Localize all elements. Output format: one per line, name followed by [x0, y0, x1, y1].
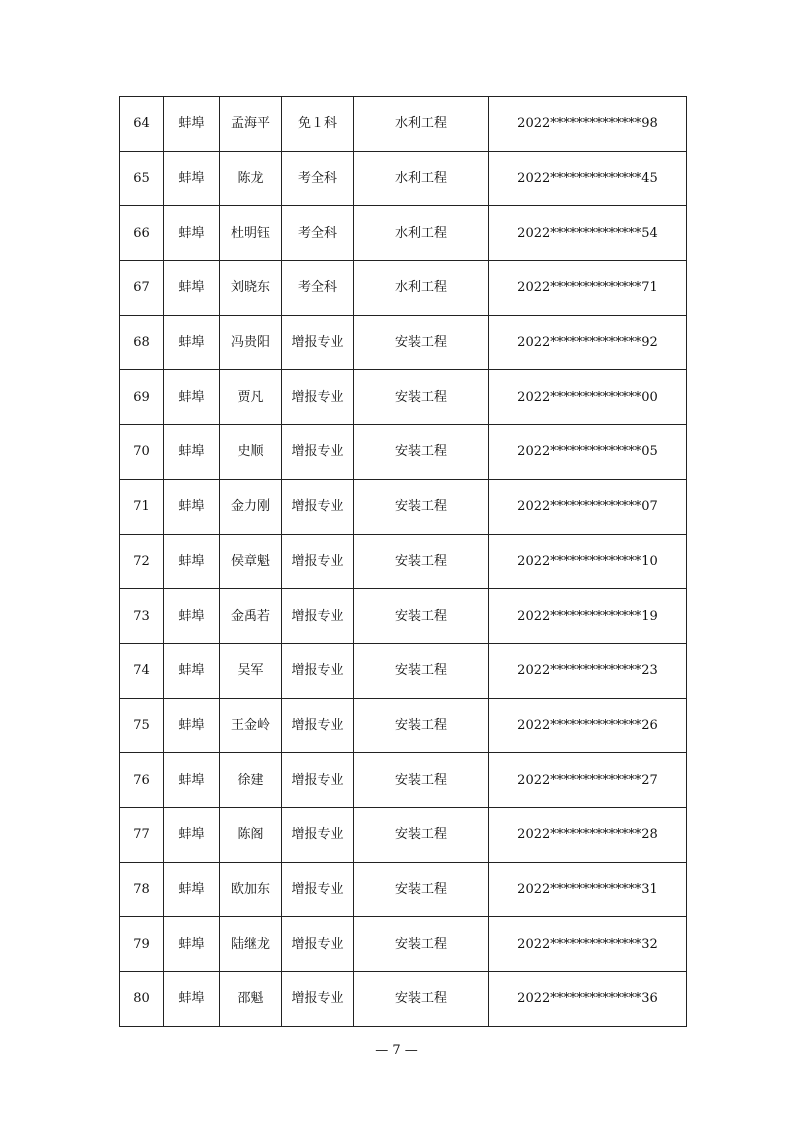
table-row: [120, 917, 687, 972]
cell-exam-type: 增报专业: [282, 643, 354, 698]
table-row: [120, 862, 687, 917]
cell-name: 徐建: [220, 753, 282, 808]
cell-number: 73: [120, 589, 164, 644]
cell-number: 78: [120, 862, 164, 917]
cell-exam-type: 增报专业: [282, 315, 354, 370]
cell-exam-type: 增报专业: [282, 917, 354, 972]
cell-certificate-number: 2022**************45: [489, 151, 687, 206]
table-row: [120, 753, 687, 808]
table-row: [120, 370, 687, 425]
cell-exam-type: 增报专业: [282, 862, 354, 917]
cell-number: 77: [120, 807, 164, 862]
cell-major: 安装工程: [354, 807, 489, 862]
table-row: [120, 206, 687, 261]
cell-number: 66: [120, 206, 164, 261]
table-row: [120, 261, 687, 316]
cell-number: 64: [120, 97, 164, 152]
cell-city: 蚌埠: [164, 698, 220, 753]
cell-name: 吴军: [220, 643, 282, 698]
cell-exam-type: 增报专业: [282, 534, 354, 589]
cell-major: 安装工程: [354, 643, 489, 698]
cell-name: 金力刚: [220, 479, 282, 534]
table-row: [120, 534, 687, 589]
roster-table: [119, 96, 687, 1027]
table-row: [120, 151, 687, 206]
table-row: [120, 698, 687, 753]
cell-number: 69: [120, 370, 164, 425]
table-row: [120, 425, 687, 480]
cell-major: 安装工程: [354, 753, 489, 808]
table-row: [120, 972, 687, 1027]
cell-certificate-number: 2022**************98: [489, 97, 687, 152]
cell-name: 孟海平: [220, 97, 282, 152]
cell-major: 安装工程: [354, 698, 489, 753]
cell-name: 侯章魁: [220, 534, 282, 589]
table-row: [120, 479, 687, 534]
cell-certificate-number: 2022**************36: [489, 972, 687, 1027]
cell-major: 安装工程: [354, 589, 489, 644]
cell-name: 陈龙: [220, 151, 282, 206]
cell-name: 邵魁: [220, 972, 282, 1027]
cell-name: 欧加东: [220, 862, 282, 917]
cell-exam-type: 增报专业: [282, 589, 354, 644]
cell-name: 金禹若: [220, 589, 282, 644]
cell-major: 水利工程: [354, 261, 489, 316]
cell-city: 蚌埠: [164, 862, 220, 917]
cell-exam-type: 增报专业: [282, 370, 354, 425]
cell-major: 安装工程: [354, 534, 489, 589]
page-number: — 7 —: [375, 1043, 418, 1058]
cell-city: 蚌埠: [164, 589, 220, 644]
table-row: [120, 97, 687, 152]
cell-exam-type: 考全科: [282, 206, 354, 261]
cell-city: 蚌埠: [164, 807, 220, 862]
cell-number: 70: [120, 425, 164, 480]
cell-major: 水利工程: [354, 97, 489, 152]
cell-city: 蚌埠: [164, 97, 220, 152]
cell-exam-type: 增报专业: [282, 972, 354, 1027]
table-row: [120, 315, 687, 370]
cell-name: 冯贵阳: [220, 315, 282, 370]
cell-city: 蚌埠: [164, 534, 220, 589]
cell-number: 74: [120, 643, 164, 698]
cell-major: 水利工程: [354, 206, 489, 261]
cell-major: 安装工程: [354, 315, 489, 370]
cell-certificate-number: 2022**************10: [489, 534, 687, 589]
cell-city: 蚌埠: [164, 479, 220, 534]
cell-exam-type: 增报专业: [282, 479, 354, 534]
cell-city: 蚌埠: [164, 917, 220, 972]
cell-certificate-number: 2022**************28: [489, 807, 687, 862]
cell-number: 71: [120, 479, 164, 534]
cell-major: 安装工程: [354, 479, 489, 534]
cell-exam-type: 增报专业: [282, 425, 354, 480]
cell-number: 67: [120, 261, 164, 316]
cell-number: 68: [120, 315, 164, 370]
cell-major: 安装工程: [354, 917, 489, 972]
cell-certificate-number: 2022**************27: [489, 753, 687, 808]
cell-name: 王金岭: [220, 698, 282, 753]
cell-certificate-number: 2022**************31: [489, 862, 687, 917]
cell-name: 贾凡: [220, 370, 282, 425]
cell-city: 蚌埠: [164, 151, 220, 206]
table-row: [120, 643, 687, 698]
cell-name: 杜明钰: [220, 206, 282, 261]
cell-city: 蚌埠: [164, 643, 220, 698]
cell-number: 75: [120, 698, 164, 753]
cell-name: 史顺: [220, 425, 282, 480]
cell-certificate-number: 2022**************92: [489, 315, 687, 370]
cell-number: 72: [120, 534, 164, 589]
cell-city: 蚌埠: [164, 206, 220, 261]
cell-certificate-number: 2022**************71: [489, 261, 687, 316]
cell-exam-type: 免１科: [282, 97, 354, 152]
cell-name: 陈阁: [220, 807, 282, 862]
cell-certificate-number: 2022**************05: [489, 425, 687, 480]
cell-name: 刘晓东: [220, 261, 282, 316]
cell-exam-type: 增报专业: [282, 753, 354, 808]
cell-name: 陆继龙: [220, 917, 282, 972]
cell-number: 79: [120, 917, 164, 972]
table-row: [120, 807, 687, 862]
cell-city: 蚌埠: [164, 261, 220, 316]
cell-number: 76: [120, 753, 164, 808]
cell-city: 蚌埠: [164, 425, 220, 480]
cell-major: 水利工程: [354, 151, 489, 206]
cell-city: 蚌埠: [164, 315, 220, 370]
cell-certificate-number: 2022**************26: [489, 698, 687, 753]
cell-exam-type: 增报专业: [282, 698, 354, 753]
cell-exam-type: 考全科: [282, 261, 354, 316]
cell-certificate-number: 2022**************19: [489, 589, 687, 644]
cell-certificate-number: 2022**************23: [489, 643, 687, 698]
roster-table-body: [120, 97, 687, 1027]
table-row: [120, 589, 687, 644]
cell-certificate-number: 2022**************07: [489, 479, 687, 534]
cell-exam-type: 考全科: [282, 151, 354, 206]
cell-city: 蚌埠: [164, 753, 220, 808]
cell-number: 80: [120, 972, 164, 1027]
cell-number: 65: [120, 151, 164, 206]
cell-city: 蚌埠: [164, 370, 220, 425]
cell-city: 蚌埠: [164, 972, 220, 1027]
cell-exam-type: 增报专业: [282, 807, 354, 862]
cell-certificate-number: 2022**************00: [489, 370, 687, 425]
cell-certificate-number: 2022**************32: [489, 917, 687, 972]
cell-major: 安装工程: [354, 972, 489, 1027]
cell-certificate-number: 2022**************54: [489, 206, 687, 261]
cell-major: 安装工程: [354, 862, 489, 917]
cell-major: 安装工程: [354, 370, 489, 425]
cell-major: 安装工程: [354, 425, 489, 480]
